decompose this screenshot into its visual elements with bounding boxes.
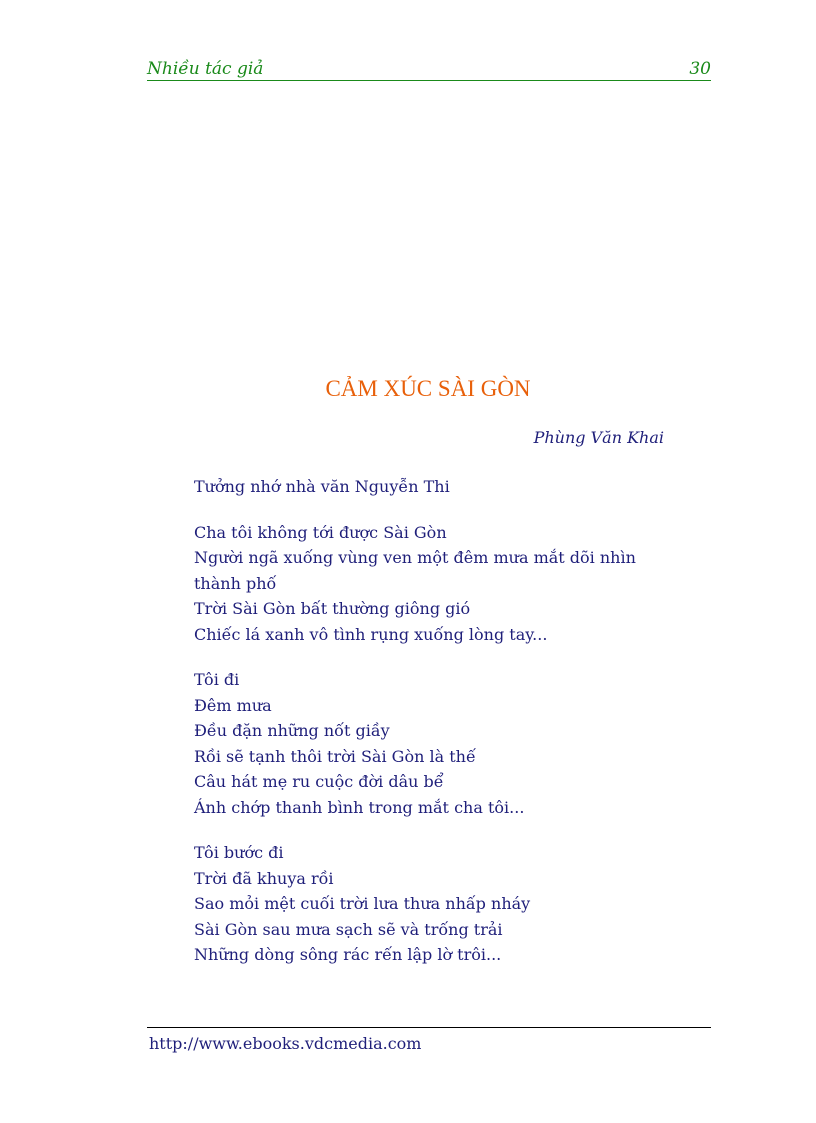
poem-line: Ánh chớp thanh bình trong mắt cha tôi... bbox=[194, 797, 525, 817]
page-header bbox=[147, 56, 711, 81]
poem-dedication: Tưởng nhớ nhà văn Nguyễn Thi bbox=[194, 477, 450, 496]
footer-divider bbox=[147, 1027, 711, 1028]
stanza-3 bbox=[194, 840, 714, 968]
poem-line: Trời đã khuya rồi bbox=[194, 868, 334, 888]
poem-title: CẢM XÚC SÀI GÒN bbox=[325, 376, 531, 401]
poem-line: Cha tôi không tới được Sài Gòn bbox=[194, 522, 447, 542]
poem-line: thành phố bbox=[194, 573, 277, 593]
page-number: 30 bbox=[689, 59, 711, 79]
footer-url: http://www.ebooks.vdcmedia.com bbox=[149, 1034, 422, 1053]
poem-line: Sao mỏi mệt cuối trời lưa thưa nhấp nháy bbox=[194, 894, 531, 913]
poem-line: Sài Gòn sau mưa sạch sẽ và trống trải bbox=[194, 919, 503, 939]
stanza-1 bbox=[194, 520, 714, 648]
poem-line: Rồi sẽ tạnh thôi trời Sài Gòn là thế bbox=[194, 746, 476, 766]
stanza-2 bbox=[194, 667, 714, 820]
poem-line: Đêm mưa bbox=[194, 695, 272, 715]
poem-line: Chiếc lá xanh vô tình rụng xuống lòng tay... bbox=[194, 624, 548, 644]
poem-line: Người ngã xuống vùng ven một đêm mưa mắt dõi nhìn bbox=[194, 548, 636, 567]
poem-line: Tôi bước đi bbox=[194, 843, 284, 862]
poem-line: Đều đặn những nốt giầy bbox=[194, 721, 390, 740]
poem-line: Câu hát mẹ ru cuộc đời dâu bể bbox=[194, 772, 444, 791]
poem-body bbox=[194, 474, 714, 968]
poem-line: Những dòng sông rác rến lập lờ trôi... bbox=[194, 945, 502, 964]
header-author: Nhiều tác giả bbox=[147, 59, 264, 79]
poem-line: Trời Sài Gòn bất thường giông gió bbox=[194, 599, 471, 618]
poem-author: Phùng Văn Khai bbox=[533, 428, 664, 447]
poem-line: Tôi đi bbox=[194, 670, 240, 689]
